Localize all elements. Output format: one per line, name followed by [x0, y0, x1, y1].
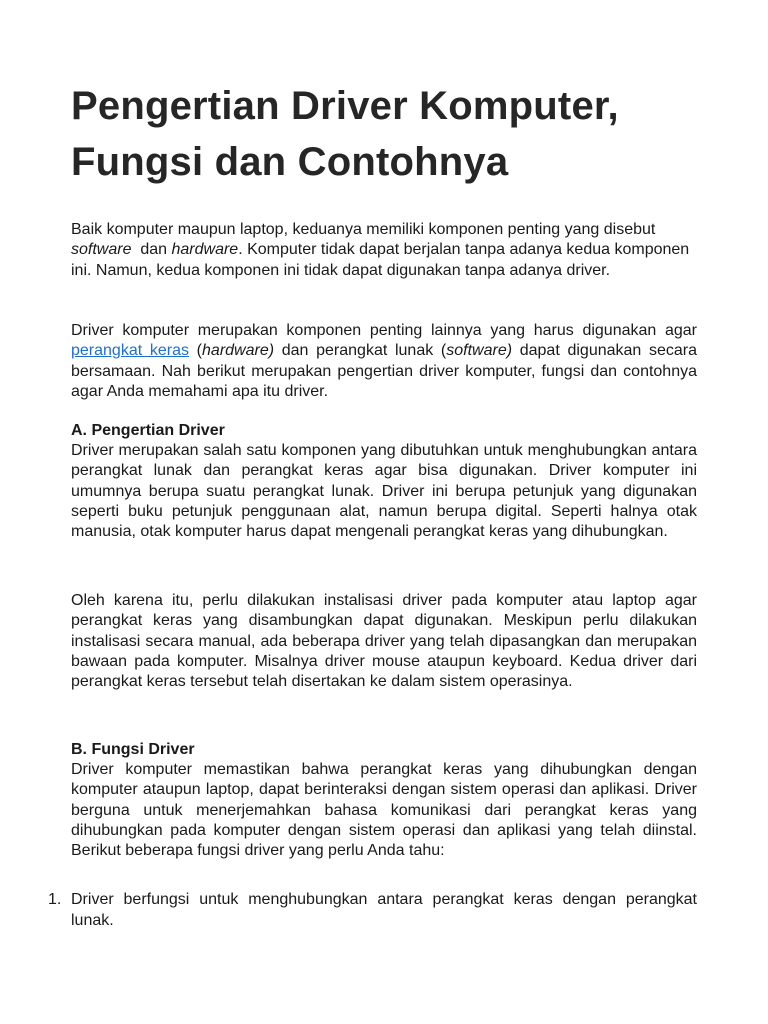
- driver-intro-paragraph: [71, 321, 697, 402]
- intro-text-1: Baik komputer maupun laptop, keduanya memiliki komponen penting yang disebut: [71, 221, 656, 238]
- para2-text-3: dan perangkat lunak (: [274, 342, 447, 360]
- section-b-body: Driver komputer memastikan bahwa perangkat keras yang dihubungkan dengan komputer ataupun laptop, dapat berinteraksi dengan sistem operasi dan aplikasi. Driver berguna untuk menerjemahkan bahasa komunikasi dari perangkat keras yang dihubungkan pada komputer dengan sistem operasi dan aplikasi yang telah diinstal. Berikut beberapa fungsi driver yang perlu Anda tahu:: [71, 761, 697, 860]
- intro-paragraph: [71, 220, 697, 281]
- list-item-number: 1.: [48, 891, 62, 908]
- intro-text-2: dan: [131, 241, 172, 259]
- list-item-text: Driver berfungsi untuk menghubungkan antara perangkat keras dengan perangkat lunak.: [71, 891, 697, 929]
- para2-software-term: software): [446, 342, 513, 360]
- section-a-heading: A. Pengertian Driver: [71, 422, 225, 439]
- section-b-heading: B. Fungsi Driver: [71, 741, 195, 758]
- para2-text-1: Driver komputer merupakan komponen penting lainnya yang harus digunakan agar: [71, 322, 697, 339]
- page-title-line1: Pengertian Driver Komputer,: [71, 84, 619, 128]
- page-title: [71, 78, 711, 190]
- intro-text-3: . Komputer tidak dapat berjalan tanpa adanya kedua komponen ini. Namun, kedua komponen ini tidak dapat digunakan tanpa adanya driver.: [71, 241, 690, 279]
- section-a-body: Driver merupakan salah satu komponen yang dibutuhkan untuk menghubungkan antara perangkat lunak dan perangkat keras agar bisa digunakan. Driver komputer ini umumnya berupa suatu perangkat lunak. Driver ini berupa petunjuk yang digunakan seperti buku petunjuk penggunaan alat, namun berupa digital. Seperti halnya otak manusia, otak komputer harus dapat mengenali perangkat keras yang dihubungkan.: [71, 442, 697, 541]
- para2-text-2: (: [188, 342, 203, 360]
- section-a-body-2: Oleh karena itu, perlu dilakukan instalisasi driver pada komputer atau laptop agar perangkat keras yang disambungkan dapat digunakan. Meskipun perlu dilakukan instalisasi secara manual, ada beberapa driver yang telah dipasangkan dan merupakan bawaan pada komputer. Misalnya driver mouse ataupun keyboard. Kedua driver dari perangkat keras tersebut telah disertakan ke dalam sistem operasinya.: [71, 592, 697, 691]
- para2-text-4: dapat digunakan secara bersamaan. Nah berikut merupakan pengertian driver komputer, fungsi dan contohnya agar Anda memahami apa itu driver.: [71, 342, 698, 400]
- page-title-line2: Fungsi dan Contohnya: [71, 140, 509, 184]
- perangkat-keras-link[interactable]: perangkat keras: [71, 342, 189, 360]
- intro-software-term: software: [71, 241, 132, 259]
- intro-hardware-term: hardware: [171, 241, 239, 259]
- para2-hardware-term: hardware): [202, 342, 275, 360]
